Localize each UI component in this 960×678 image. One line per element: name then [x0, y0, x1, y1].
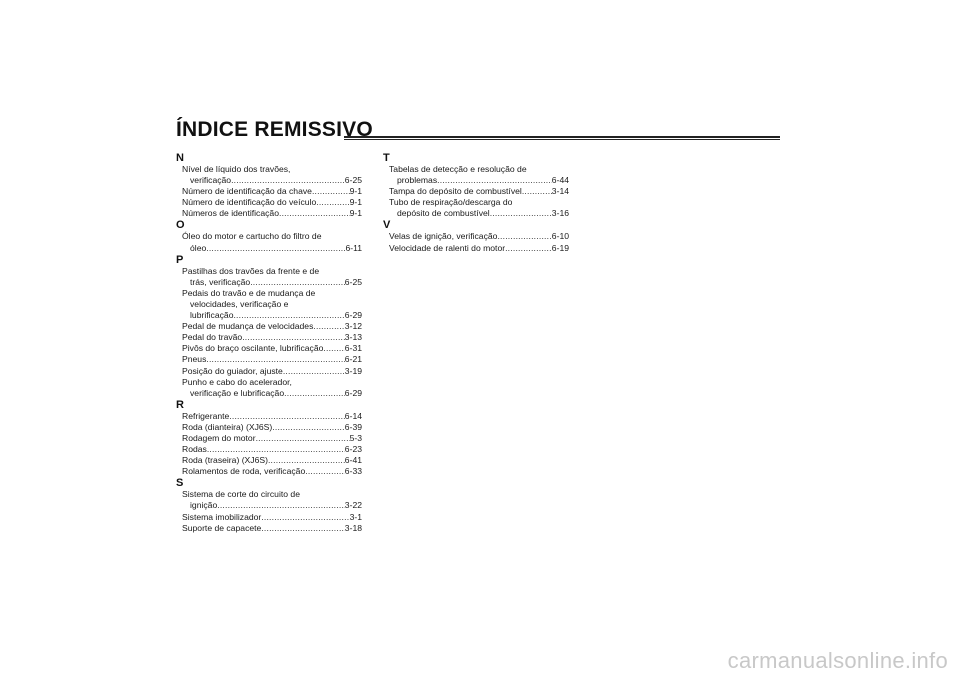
section-letter: V — [383, 219, 391, 232]
dot-leader — [313, 321, 344, 332]
page-reference: 6-23 — [344, 444, 362, 455]
entry-text: Punho e cabo do acelerador, — [182, 376, 292, 387]
entry-text: Posição do guiador, ajuste — [182, 365, 283, 376]
dot-leader — [312, 186, 350, 197]
dot-leader — [505, 243, 552, 254]
entry-text: Tubo de respiração/descarga do — [389, 197, 513, 208]
entry-text: depósito de combustível — [397, 208, 490, 219]
entry-text: Sistema de corte do circuito de — [182, 489, 300, 500]
index-entry — [383, 197, 569, 219]
index-entry — [176, 512, 362, 523]
page-reference: 6-44 — [551, 175, 569, 186]
dot-leader — [233, 310, 344, 321]
entry-text: Velocidade de ralenti do motor — [389, 242, 506, 253]
page-reference: 6-33 — [344, 466, 362, 477]
dot-leader — [231, 175, 345, 186]
index-entry — [176, 489, 362, 511]
section-letter: S — [176, 477, 184, 490]
index-entry — [176, 455, 362, 466]
dot-leader — [206, 354, 344, 365]
page-reference: 9-1 — [349, 186, 362, 197]
entry-text: Velas de ignição, verificação — [389, 231, 498, 242]
section-letter: O — [176, 219, 185, 232]
entry-text: Pastilhas dos travões da frente e de — [182, 265, 320, 276]
entry-text: Número de identificação da chave — [182, 186, 312, 197]
dot-leader — [522, 186, 552, 197]
page-reference: 9-1 — [349, 208, 362, 219]
dot-leader — [272, 422, 345, 433]
dot-leader — [261, 512, 349, 523]
index-entry — [176, 366, 362, 377]
section-letter: R — [176, 398, 184, 411]
index-entry — [176, 231, 362, 253]
dot-leader — [437, 175, 552, 186]
entry-text: Refrigerante — [182, 410, 230, 421]
index-entry — [176, 197, 362, 208]
entry-text: trás, verificação — [190, 276, 251, 287]
page-reference: 9-1 — [349, 197, 362, 208]
section-letter: T — [383, 152, 390, 164]
page-reference: 3-1 — [349, 511, 362, 522]
page-reference: 5-3 — [349, 432, 362, 443]
dot-leader — [283, 366, 345, 377]
page-reference: 3-18 — [344, 522, 362, 533]
section-letter: N — [176, 152, 184, 164]
entry-text: verificação — [190, 175, 232, 186]
index-entry — [176, 377, 362, 399]
index-entry — [176, 411, 362, 422]
entry-text: Pneus — [182, 354, 207, 365]
dot-leader — [250, 277, 345, 288]
dot-leader — [229, 411, 345, 422]
page-reference: 6-14 — [344, 410, 362, 421]
entry-text: Pedais do travão e de mudança de — [182, 287, 316, 298]
dot-leader — [207, 444, 345, 455]
index-entry — [176, 208, 362, 219]
index-entry — [176, 444, 362, 455]
entry-text: velocidades, verificação e — [190, 298, 289, 309]
index-entry — [176, 288, 362, 321]
dot-leader — [256, 433, 350, 444]
page-reference: 6-41 — [344, 455, 362, 466]
entry-text: Pivôs do braço oscilante, lubrificação — [182, 343, 324, 354]
entry-text: Pedal do travão — [182, 332, 243, 343]
page-reference: 3-13 — [344, 332, 362, 343]
page-reference: 6-29 — [344, 310, 362, 321]
entry-text: óleo — [190, 242, 207, 253]
entry-text: Sistema imobilizador — [182, 511, 262, 522]
page-reference: 6-25 — [344, 175, 362, 186]
index-entry — [176, 343, 362, 354]
page-reference: 6-11 — [345, 242, 362, 253]
index-entry — [176, 422, 362, 433]
dot-leader — [497, 231, 551, 242]
index-entry — [176, 433, 362, 444]
index-entry — [176, 321, 362, 332]
dot-leader — [323, 343, 344, 354]
index-entry — [176, 466, 362, 477]
index-entry — [176, 266, 362, 288]
page-reference: 3-14 — [551, 186, 569, 197]
page-reference: 6-10 — [551, 231, 569, 242]
page-reference: 6-29 — [344, 387, 362, 398]
page-title: ÍNDICE REMISSIVO — [176, 118, 373, 141]
page-reference: 6-21 — [344, 354, 362, 365]
entry-text: ignição — [190, 500, 218, 511]
dot-leader — [242, 332, 345, 343]
dot-leader — [490, 208, 552, 219]
title-rule — [344, 136, 780, 140]
index-entry — [176, 354, 362, 365]
page-reference: 3-12 — [344, 321, 362, 332]
watermark: carmanualsonline.info — [727, 648, 948, 673]
page-reference: 3-16 — [551, 208, 569, 219]
entry-text: Roda (traseira) (XJ6S) — [182, 455, 268, 466]
dot-leader — [305, 466, 345, 477]
page-reference: 6-31 — [344, 343, 362, 354]
section-letter: P — [176, 253, 184, 266]
dot-leader — [316, 197, 349, 208]
dot-leader — [217, 500, 345, 511]
index-entry — [176, 523, 362, 534]
index-entry — [383, 164, 569, 186]
index-column-left — [176, 152, 362, 534]
index-entry — [383, 243, 569, 254]
entry-text: Óleo do motor e cartucho do filtro de — [182, 231, 322, 242]
index-column-right — [383, 152, 569, 254]
entry-text: Rolamentos de roda, verificação — [182, 466, 306, 477]
index-entry — [176, 186, 362, 197]
entry-text: Roda (dianteira) (XJ6S) — [182, 421, 273, 432]
page-reference: 6-25 — [344, 276, 362, 287]
entry-text: Nível de líquido dos travões, — [182, 164, 291, 174]
index-entry — [383, 186, 569, 197]
dot-leader — [261, 523, 344, 534]
entry-text: verificação e lubrificação — [190, 387, 285, 398]
entry-text: Rodas — [182, 444, 207, 455]
page-reference: 3-22 — [344, 500, 362, 511]
index-entry — [383, 231, 569, 242]
page-reference: 6-19 — [551, 242, 569, 253]
entry-text: Tabelas de detecção e resolução de — [389, 164, 527, 174]
page-reference: 6-39 — [344, 421, 362, 432]
entry-text: problemas — [397, 175, 438, 186]
dot-leader — [279, 208, 350, 219]
index-entry — [176, 332, 362, 343]
page-reference: 3-19 — [344, 365, 362, 376]
entry-text: Rodagem do motor — [182, 432, 256, 443]
dot-leader — [284, 388, 345, 399]
entry-text: Pedal de mudança de velocidades — [182, 321, 314, 332]
entry-text: Suporte de capacete — [182, 522, 262, 533]
entry-text: Tampa do depósito de combustível — [389, 186, 522, 197]
dot-leader — [206, 243, 345, 254]
index-entry — [176, 164, 362, 186]
entry-text: Números de identificação — [182, 208, 279, 219]
dot-leader — [268, 455, 345, 466]
entry-text: lubrificação — [190, 310, 234, 321]
entry-text: Número de identificação do veículo — [182, 197, 317, 208]
